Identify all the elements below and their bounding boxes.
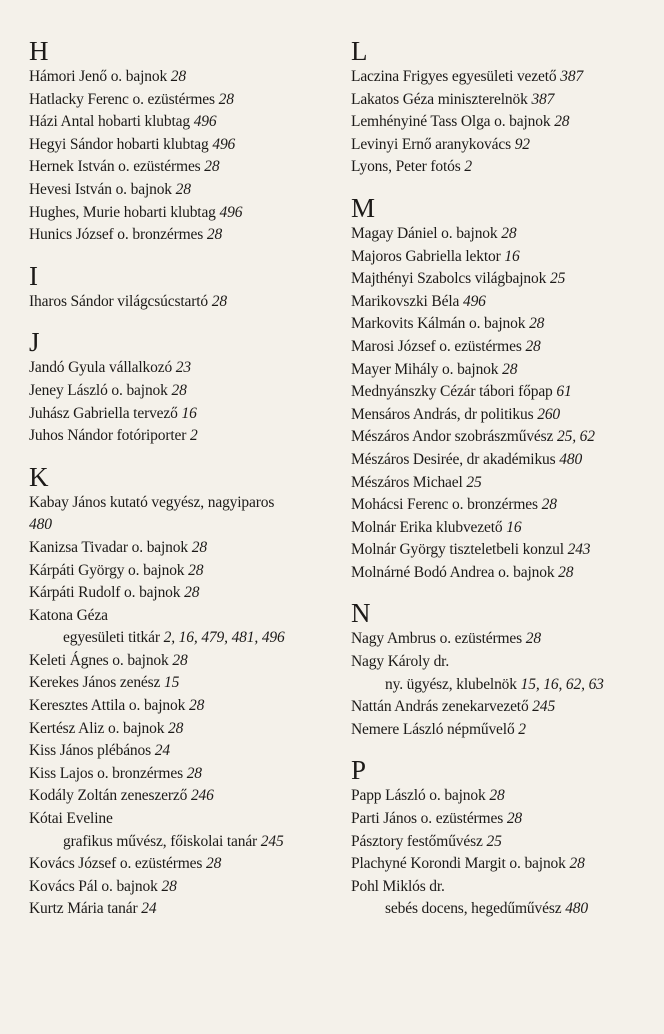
entry-name: Hughes, Murie hobarti klubtag bbox=[29, 203, 216, 221]
index-entry bbox=[351, 426, 651, 449]
entry-name: Magay Dániel o. bajnok bbox=[351, 224, 498, 242]
entry-name: Pásztory festőművész bbox=[351, 832, 483, 850]
entry-name: Nemere László népművelő bbox=[351, 720, 515, 738]
index-entry bbox=[29, 582, 339, 605]
entry-page-ref: 28 bbox=[172, 651, 188, 669]
entry-page-ref: 28 bbox=[569, 855, 585, 873]
entry-page-ref: 245 bbox=[532, 698, 556, 716]
entry-page-ref: 23 bbox=[175, 359, 191, 377]
index-entry bbox=[29, 357, 339, 380]
index-entry bbox=[29, 156, 339, 179]
entry-page-ref: 61 bbox=[556, 383, 572, 401]
entry-name: Kertész Aliz o. bajnok bbox=[29, 719, 165, 737]
entry-continuation-text: egyesületi titkár bbox=[63, 629, 160, 647]
entry-name: Hegyi Sándor hobarti klubtag bbox=[29, 135, 209, 153]
entry-page-ref: 28 bbox=[184, 584, 200, 602]
section-letter: J bbox=[29, 327, 40, 358]
entry-name: Nagy Ambrus o. ezüstérmes bbox=[351, 630, 523, 648]
index-entry-continuation bbox=[351, 898, 651, 921]
entry-name: Kovács Pál o. bajnok bbox=[29, 877, 158, 895]
index-section bbox=[29, 261, 339, 314]
index-entry-continuation bbox=[351, 674, 651, 697]
index-entry bbox=[351, 494, 651, 517]
index-entry bbox=[351, 808, 651, 831]
index-entry bbox=[351, 719, 651, 742]
index-section bbox=[29, 462, 339, 921]
index-entry bbox=[29, 740, 339, 763]
entry-name: Kurtz Mária tanár bbox=[29, 900, 138, 918]
entry-page-ref: 25, 62 bbox=[557, 428, 595, 446]
index-entry bbox=[29, 763, 339, 786]
index-entry bbox=[351, 66, 651, 89]
entry-page-ref: 28 bbox=[188, 561, 204, 579]
entry-page-ref: 480 bbox=[565, 900, 588, 918]
entry-name: Plachyné Korondi Margit o. bajnok bbox=[351, 855, 566, 873]
index-entry bbox=[351, 562, 651, 585]
entry-name: Mohácsi Ferenc o. bronzérmes bbox=[351, 496, 538, 514]
entry-name: Marikovszki Béla bbox=[351, 292, 460, 310]
index-entry bbox=[29, 808, 339, 831]
index-entry bbox=[351, 336, 651, 359]
entry-page-ref: 25 bbox=[486, 832, 502, 850]
entry-name: Kovács József o. ezüstérmes bbox=[29, 855, 203, 873]
entry-name: Parti János o. ezüstérmes bbox=[351, 810, 504, 828]
entry-page-ref: 28 bbox=[191, 538, 207, 556]
entry-page-ref: 28 bbox=[502, 360, 518, 378]
entry-page-ref: 28 bbox=[558, 563, 574, 581]
entry-name: Pohl Miklós dr. bbox=[351, 877, 445, 895]
index-entry bbox=[351, 831, 651, 854]
entry-name: Mayer Mihály o. bajnok bbox=[351, 360, 499, 378]
index-entry bbox=[29, 425, 339, 448]
index-entry bbox=[351, 134, 651, 157]
entry-name: Majoros Gabriella lektor bbox=[351, 247, 501, 265]
index-entry bbox=[29, 650, 339, 673]
section-letter: K bbox=[29, 461, 49, 492]
index-entry bbox=[351, 696, 651, 719]
index-section bbox=[351, 598, 651, 741]
section-letter: I bbox=[29, 260, 38, 291]
index-entry bbox=[29, 111, 339, 134]
index-entry bbox=[29, 224, 339, 247]
index-entry bbox=[29, 785, 339, 808]
index-entry bbox=[351, 381, 651, 404]
entry-name: Hevesi István o. bajnok bbox=[29, 180, 172, 198]
entry-page-ref: 92 bbox=[514, 135, 530, 153]
entry-page-ref: 28 bbox=[168, 719, 184, 737]
entry-name: Házi Antal hobarti klubtag bbox=[29, 113, 190, 131]
entry-page-ref: 16 bbox=[181, 404, 197, 422]
entry-page-ref: 28 bbox=[554, 113, 570, 131]
entry-page-ref: 28 bbox=[206, 226, 223, 244]
entry-name: Markovits Kálmán o. bajnok bbox=[351, 315, 526, 333]
entry-name: Marosi József o. ezüstérmes bbox=[351, 337, 522, 355]
index-entry bbox=[29, 853, 339, 876]
section-letter: M bbox=[351, 192, 376, 223]
index-entry-continuation bbox=[29, 514, 339, 537]
entry-page-ref: 387 bbox=[531, 90, 555, 108]
index-entry-continuation bbox=[29, 627, 339, 650]
index-section bbox=[351, 36, 651, 179]
entry-page-ref: 24 bbox=[141, 900, 157, 918]
index-entry bbox=[29, 403, 339, 426]
entry-name: Mensáros András, dr politikus bbox=[351, 405, 534, 423]
index-entry bbox=[29, 179, 339, 202]
section-letter: N bbox=[351, 598, 371, 629]
entry-page-ref: 28 bbox=[170, 68, 186, 85]
entry-name: Majthényi Szabolcs világbajnok bbox=[351, 270, 547, 288]
index-entry bbox=[351, 628, 651, 651]
entry-page-ref: 496 bbox=[212, 135, 236, 153]
index-entry bbox=[351, 449, 651, 472]
index-entry bbox=[29, 202, 339, 225]
index-entry bbox=[29, 134, 339, 157]
index-entry bbox=[29, 672, 339, 695]
entry-name: Levinyi Ernő aranykovács bbox=[351, 135, 511, 153]
entry-page-ref: 246 bbox=[190, 787, 214, 805]
index-column-right bbox=[351, 36, 651, 935]
entry-page-ref: 245 bbox=[260, 832, 284, 850]
index-entry bbox=[29, 492, 339, 515]
entry-page-ref: 28 bbox=[211, 292, 227, 310]
index-entry bbox=[351, 156, 651, 179]
index-entry bbox=[351, 404, 651, 427]
entry-continuation-text: grafikus művész, főiskolai tanár bbox=[63, 832, 258, 850]
index-section bbox=[351, 193, 651, 585]
entry-page-ref: 16 bbox=[506, 518, 522, 536]
entry-name: Mészáros Andor szobrászművész bbox=[351, 428, 554, 446]
index-entry bbox=[351, 876, 651, 899]
index-entry bbox=[29, 876, 339, 899]
entry-name: Keresztes Attila o. bajnok bbox=[29, 697, 186, 715]
index-entry bbox=[29, 695, 339, 718]
index-entry bbox=[351, 291, 651, 314]
entry-name: Laczina Frigyes egyesületi vezető bbox=[351, 68, 557, 85]
entry-name: Lyons, Peter fotós bbox=[351, 158, 461, 176]
entry-page-ref: 28 bbox=[206, 855, 222, 873]
entry-name: Iharos Sándor világcsúcstartó bbox=[29, 292, 209, 310]
index-entry bbox=[351, 472, 651, 495]
entry-page-ref: 25 bbox=[466, 473, 482, 491]
entry-continuation-text: ny. ügyész, klubelnök bbox=[385, 675, 517, 693]
entry-page-ref: 496 bbox=[219, 203, 243, 221]
entry-name: Mészáros Desirée, dr akadémikus bbox=[351, 450, 556, 468]
index-entry bbox=[351, 268, 651, 291]
entry-name: Mednyánszky Cézár tábori főpap bbox=[351, 383, 553, 401]
entry-name: Kodály Zoltán zeneszerző bbox=[29, 787, 188, 805]
entry-page-ref: 480 bbox=[559, 450, 583, 468]
entry-name: Kerekes János zenész bbox=[29, 674, 161, 692]
index-entry bbox=[351, 785, 651, 808]
entry-page-ref: 480 bbox=[29, 516, 52, 534]
index-entry bbox=[29, 291, 339, 314]
entry-page-ref: 2, 16, 479, 481, 496 bbox=[163, 629, 285, 647]
entry-name: Kanizsa Tivadar o. bajnok bbox=[29, 538, 188, 556]
index-entry bbox=[351, 89, 651, 112]
entry-page-ref: 28 bbox=[175, 180, 191, 198]
index-entry bbox=[351, 111, 651, 134]
entry-name: Keleti Ágnes o. bajnok bbox=[29, 651, 169, 669]
entry-page-ref: 28 bbox=[529, 315, 545, 333]
entry-page-ref: 387 bbox=[560, 68, 584, 85]
entry-name: Nagy Károly dr. bbox=[351, 653, 450, 671]
index-entry bbox=[29, 89, 339, 112]
entry-name: Juhász Gabriella tervező bbox=[29, 404, 178, 422]
entry-page-ref: 243 bbox=[567, 541, 591, 559]
entry-name: Molnár György tiszteletbeli konzul bbox=[351, 541, 564, 559]
entry-page-ref: 28 bbox=[501, 224, 517, 242]
entry-name: Hámori Jenő o. bajnok bbox=[29, 68, 168, 85]
entry-page-ref: 28 bbox=[186, 764, 202, 782]
entry-page-ref: 28 bbox=[171, 381, 187, 399]
entry-name: Nattán András zenekarvezető bbox=[351, 698, 529, 716]
entry-page-ref: 496 bbox=[193, 113, 217, 131]
entry-name: Lemhényiné Tass Olga o. bajnok bbox=[351, 113, 551, 131]
entry-name: Kabay János kutató vegyész, nagyiparos bbox=[29, 493, 275, 511]
index-entry bbox=[351, 246, 651, 269]
entry-name: Molnár Erika klubvezető bbox=[351, 518, 503, 536]
entry-name: Kótai Eveline bbox=[29, 810, 113, 828]
index-column-left bbox=[29, 36, 339, 935]
entry-page-ref: 28 bbox=[489, 787, 505, 805]
entry-page-ref: 24 bbox=[154, 742, 170, 760]
index-entry bbox=[29, 380, 339, 403]
entry-name: Molnárné Bodó Andrea o. bajnok bbox=[351, 563, 555, 581]
entry-page-ref: 28 bbox=[525, 630, 541, 648]
entry-name: Hernek István o. ezüstérmes bbox=[29, 158, 201, 176]
entry-page-ref: 15, 16, 62, 63 bbox=[520, 675, 604, 693]
index-section bbox=[29, 327, 339, 447]
index-entry bbox=[351, 223, 651, 246]
entry-page-ref: 28 bbox=[506, 810, 523, 828]
index-entry bbox=[351, 853, 651, 876]
section-letter: L bbox=[351, 36, 368, 66]
entry-page-ref: 28 bbox=[525, 337, 541, 355]
entry-name: Papp László o. bajnok bbox=[351, 787, 486, 805]
index-section bbox=[351, 755, 651, 921]
index-entry bbox=[351, 517, 651, 540]
entry-name: Hunics József o. bronzérmes bbox=[29, 226, 204, 244]
index-entry bbox=[29, 560, 339, 583]
index-entry bbox=[351, 539, 651, 562]
entry-page-ref: 28 bbox=[204, 158, 220, 176]
index-entry bbox=[29, 898, 339, 921]
index-entry bbox=[29, 537, 339, 560]
entry-page-ref: 28 bbox=[188, 697, 205, 715]
entry-page-ref: 28 bbox=[541, 496, 557, 514]
index-entry bbox=[351, 313, 651, 336]
entry-continuation-text: sebés docens, hegedűművész bbox=[385, 900, 562, 918]
entry-name: Kárpáti Rudolf o. bajnok bbox=[29, 584, 181, 602]
entry-name: Kiss János plébános bbox=[29, 742, 152, 760]
entry-name: Mészáros Michael bbox=[351, 473, 463, 491]
entry-page-ref: 28 bbox=[161, 877, 177, 895]
entry-page-ref: 28 bbox=[218, 90, 234, 108]
entry-page-ref: 2 bbox=[189, 427, 198, 445]
entry-name: Jandó Gyula vállalkozó bbox=[29, 359, 173, 377]
index-entry bbox=[351, 359, 651, 382]
entry-name: Lakatos Géza miniszterelnök bbox=[351, 90, 528, 108]
entry-page-ref: 260 bbox=[537, 405, 561, 423]
entry-name: Kárpáti György o. bajnok bbox=[29, 561, 185, 579]
entry-name: Hatlacky Ferenc o. ezüstérmes bbox=[29, 90, 215, 108]
entry-name: Katona Géza bbox=[29, 606, 108, 624]
index-entry bbox=[29, 66, 339, 89]
entry-name: Jeney László o. bajnok bbox=[29, 381, 168, 399]
index-entry-continuation bbox=[29, 831, 339, 854]
index-entry bbox=[29, 605, 339, 628]
index-entry bbox=[351, 651, 651, 674]
index-section bbox=[29, 36, 339, 247]
index-entry bbox=[29, 718, 339, 741]
section-letter: H bbox=[29, 36, 49, 66]
entry-page-ref: 16 bbox=[504, 247, 520, 265]
entry-name: Juhos Nándor fotóriporter bbox=[29, 427, 187, 445]
entry-name: Kiss Lajos o. bronzérmes bbox=[29, 764, 183, 782]
entry-page-ref: 25 bbox=[549, 270, 566, 288]
entry-page-ref: 2 bbox=[518, 720, 526, 738]
entry-page-ref: 2 bbox=[464, 158, 473, 176]
section-letter: P bbox=[351, 755, 367, 786]
entry-page-ref: 15 bbox=[164, 674, 180, 692]
entry-page-ref: 496 bbox=[462, 292, 486, 310]
